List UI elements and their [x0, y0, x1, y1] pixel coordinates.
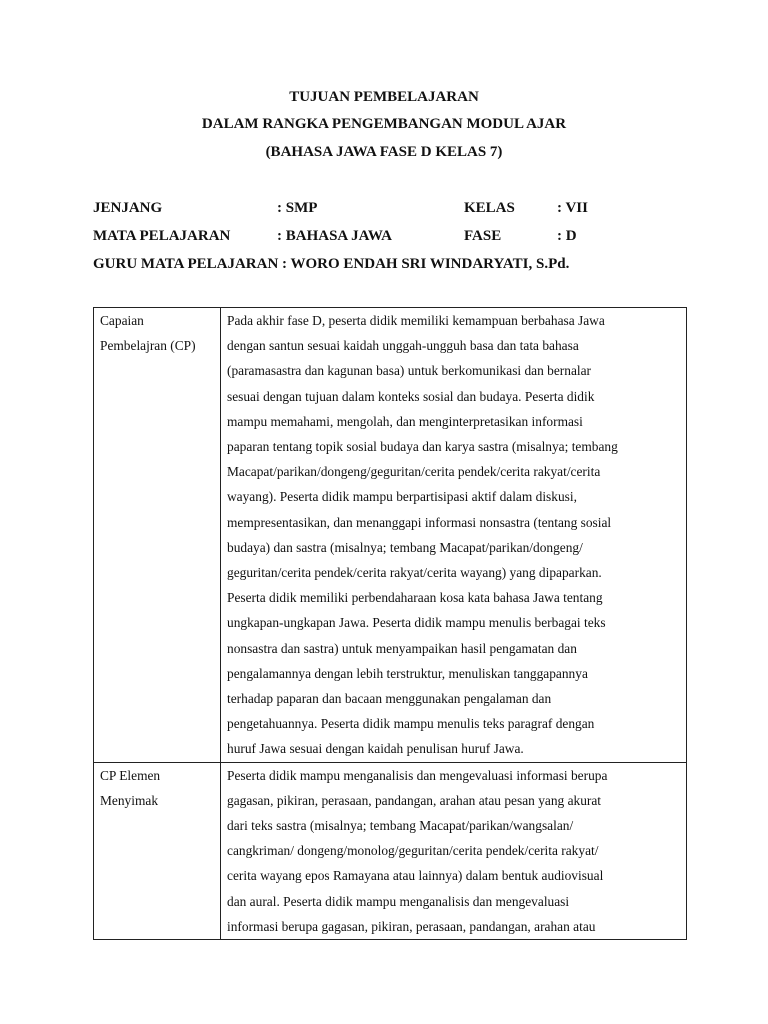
kelas-value: : VII	[557, 200, 588, 216]
mapel-value: : BAHASA JAWA	[277, 228, 393, 244]
doc-title-line-3: (BAHASA JAWA FASE D KELAS 7)	[265, 144, 503, 160]
cell-text-line: cerita wayang epos Ramayana atau lainnya) dalam bentuk audiovisual	[227, 868, 604, 884]
cell-text-line: nonsastra dan sastra) untuk menyampaikan hasil pengamatan dan	[227, 640, 577, 656]
table-row	[94, 762, 687, 939]
cell-text-line: Peserta didik memiliki perbendaharaan kosa kata bahasa Jawa tentang	[227, 590, 603, 606]
cell-text-line: pengalamannya dengan lebih terstruktur, menuliskan tanggapannya	[227, 665, 588, 681]
cell-text-line: Macapat/parikan/dongeng/geguritan/cerita pendek/cerita rakyat/cerita	[227, 464, 601, 480]
cell-text-line: Capaian	[100, 313, 144, 328]
cell-text-line: CP Elemen	[100, 767, 161, 783]
guru-line: GURU MATA PELAJARAN : WORO ENDAH SRI WINDARYATI, S.Pd.	[93, 256, 570, 272]
jenjang-label: JENJANG	[93, 200, 163, 216]
cell-text-line: paparan tentang topik sosial budaya dan karya sastra (misalnya; tembang	[227, 439, 618, 455]
cell-text-line: wayang). Peserta didik mampu berpartisipasi aktif dalam diskusi,	[227, 489, 577, 505]
cell-text-line: cangkriman/ dongeng/monolog/geguritan/cerita pendek/cerita rakyat/	[227, 843, 599, 859]
cell-text-line: Peserta didik mampu menganalisis dan mengevaluasi informasi berupa	[227, 767, 608, 783]
fase-label: FASE	[464, 228, 502, 244]
kelas-label: KELAS	[464, 200, 515, 216]
cell-text-line: dengan santun sesuai kaidah unggah-ungguh basa dan tata bahasa	[227, 338, 579, 354]
cell-text-line: mempresentasikan, dan menanggapi informasi nonsastra (tentang sosial	[227, 514, 612, 530]
cell-text-line: terhadap paparan dan bacaan menggunakan pengalaman dan	[227, 691, 552, 707]
cp-content-cell	[221, 762, 687, 939]
cell-text-line: mampu memahami, mengolah, dan menginterpretasikan informasi	[227, 413, 583, 429]
cell-text-line: dan aural. Peserta didik mampu menganalisis dan mengevaluasi	[227, 893, 570, 909]
table-row	[94, 308, 687, 763]
cell-text-line: Pembelajran (CP)	[100, 338, 196, 354]
cell-text-line: ungkapan-ungkapan Jawa. Peserta didik mampu menulis berbagai teks	[227, 615, 606, 631]
cp-label-cell	[94, 308, 221, 763]
cell-text-line: Menyimak	[100, 792, 159, 808]
cell-text-line: dari teks sastra (misalnya; tembang Macapat/parikan/wangsalan/	[227, 818, 574, 834]
cp-table	[93, 307, 687, 940]
doc-title-line-2: DALAM RANGKA PENGEMBANGAN MODUL AJAR	[201, 116, 567, 132]
cell-text-line: geguritan/cerita pendek/cerita rakyat/cerita wayang) yang dipaparkan.	[227, 565, 602, 581]
cp-content-cell	[221, 308, 687, 763]
cell-text-line: gagasan, pikiran, perasaan, pandangan, arahan atau pesan yang akurat	[227, 792, 602, 808]
mapel-label: MATA PELAJARAN	[93, 228, 231, 244]
doc-title-line-1: TUJUAN PEMBELAJARAN	[289, 89, 479, 105]
cell-text-line: pengetahuannya. Peserta didik mampu menulis teks paragraf dengan	[227, 716, 595, 732]
cell-text-line: huruf Jawa sesuai dengan kaidah penulisan huruf Jawa.	[227, 741, 524, 757]
cell-text-line: (paramasastra dan kagunan basa) untuk berkomunikasi dan bernalar	[227, 363, 592, 379]
cell-text-line: sesuai dengan tujuan dalam konteks sosial dan budaya. Peserta didik	[227, 388, 595, 404]
cell-text-line: informasi berupa gagasan, pikiran, perasaan, pandangan, arahan atau	[227, 918, 596, 934]
cell-text-line: budaya) dan sastra (misalnya; tembang Macapat/parikan/dongeng/	[227, 539, 583, 555]
cell-text-line: Pada akhir fase D, peserta didik memiliki kemampuan berbahasa Jawa	[227, 313, 605, 328]
cp-label-cell	[94, 762, 221, 939]
fase-value: : D	[557, 228, 577, 244]
jenjang-value: : SMP	[277, 200, 318, 216]
